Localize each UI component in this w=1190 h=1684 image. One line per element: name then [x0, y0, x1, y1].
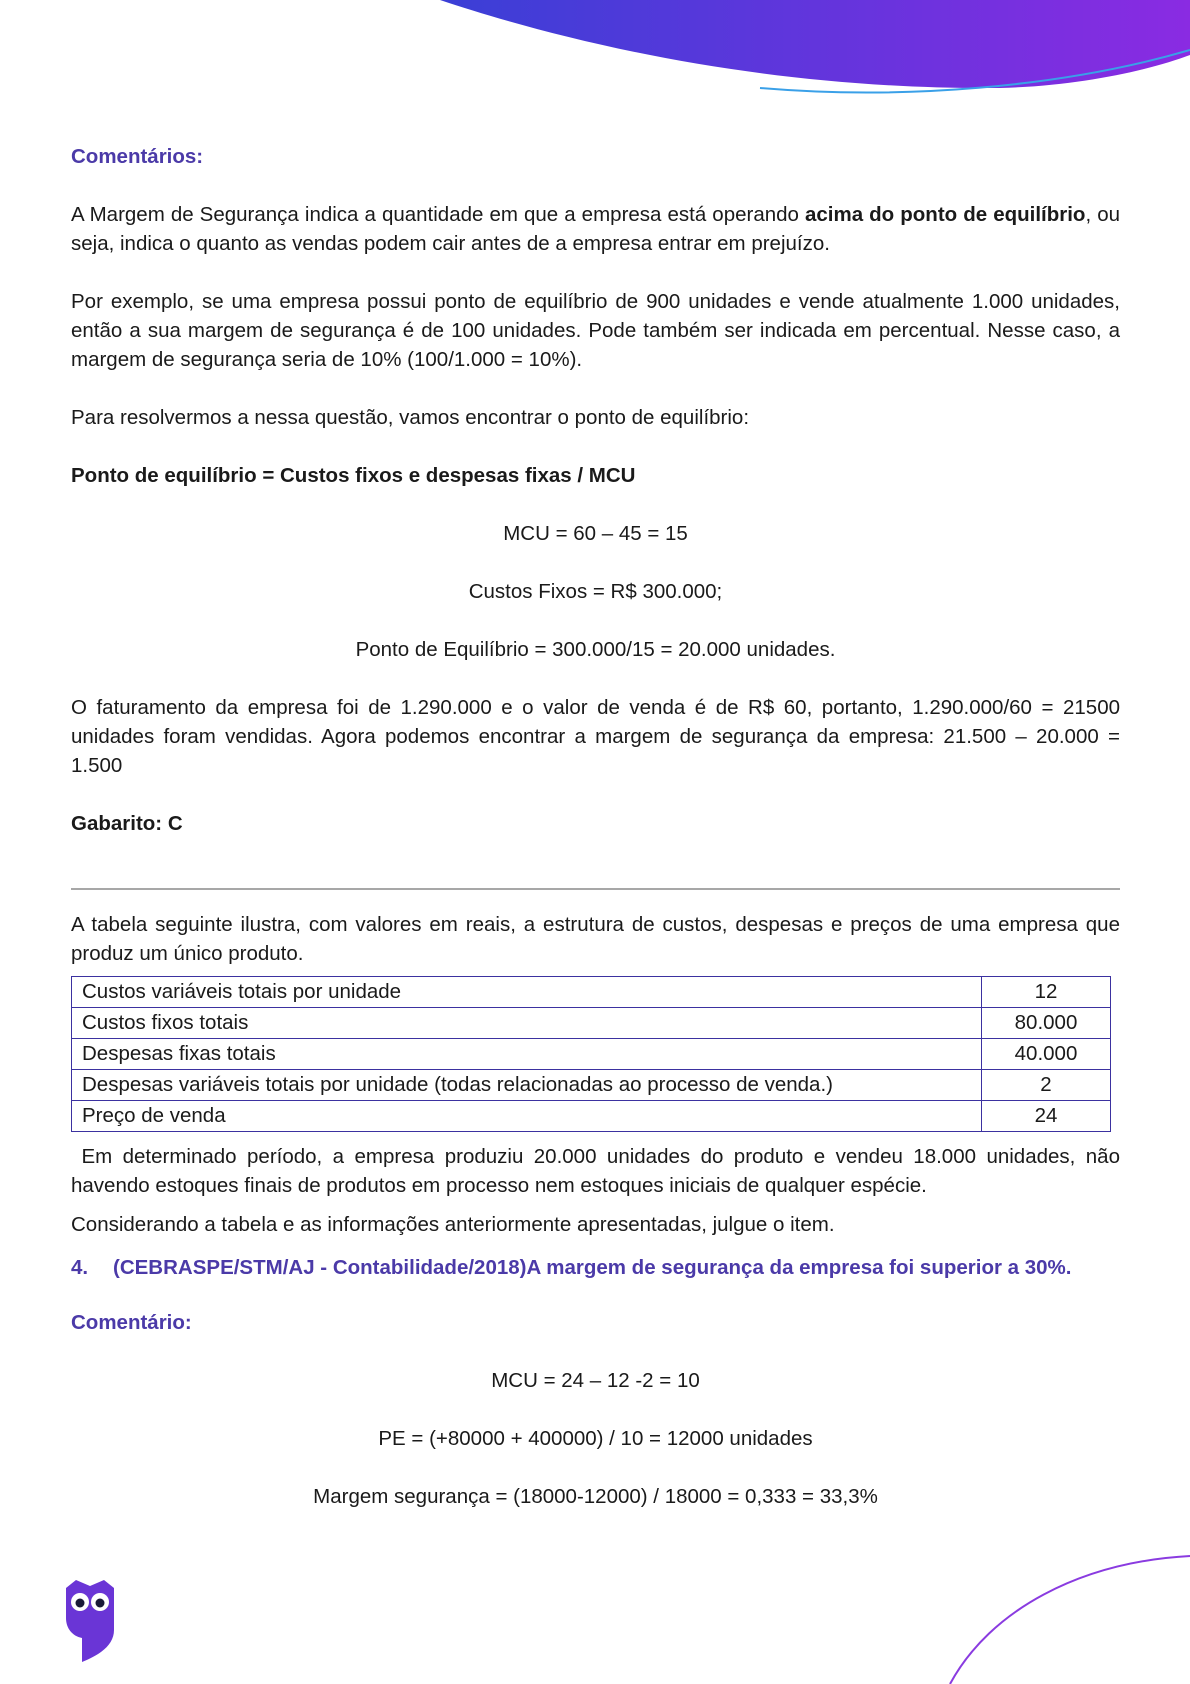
- cost-structure-table: [71, 976, 1111, 1132]
- owl-logo-icon: [62, 1578, 118, 1662]
- bold-text-span: acima do ponto de equilíbrio: [804, 203, 1086, 226]
- equation-mcu: MCU = 60 – 45 = 15: [503, 522, 688, 545]
- table-row: [72, 1039, 1111, 1070]
- question-item: [71, 1253, 1120, 1282]
- text-span: , ou seja, indica o quanto as vendas podem cair antes de a empresa entrar em prejuízo.: [71, 203, 1121, 255]
- document-body: [71, 142, 1126, 1511]
- footer-curve-decoration: [0, 1550, 1190, 1684]
- table-cell-label: Despesas fixas totais: [72, 1039, 982, 1070]
- question-number: 4.: [71, 1256, 89, 1279]
- table-cell-value: 40.000: [982, 1039, 1111, 1070]
- table-cell-label: Custos fixos totais: [72, 1008, 982, 1039]
- equation-pe: PE = (+80000 + 400000) / 10 = 12000 unidades: [378, 1427, 813, 1450]
- table-row: [72, 1101, 1111, 1132]
- paragraph-exemplo: Por exemplo, se uma empresa possui ponto de equilíbrio de 900 unidades e vende atualmente 1.000 unidades, então a sua margem de segurança é de 100 unidades. Pode também ser indicada em percentual. Nesse caso, a margem de segurança seria de 10% (100/1.000 = 10%).: [71, 290, 1120, 371]
- comentario-heading: Comentário:: [71, 1311, 192, 1334]
- table-row: [72, 977, 1111, 1008]
- table-cell-label: Custos variáveis totais por unidade: [72, 977, 982, 1008]
- formula-heading: Ponto de equilíbrio = Custos fixos e despesas fixas / MCU: [71, 464, 636, 487]
- question-text: (CEBRASPE/STM/AJ - Contabilidade/2018)A margem de segurança da empresa foi superior a 30%.: [113, 1256, 1072, 1279]
- table-cell-value: 12: [982, 977, 1111, 1008]
- table-cell-label: Despesas variáveis totais por unidade (todas relacionadas ao processo de venda.): [72, 1070, 982, 1101]
- equation-margem-seguranca: Margem segurança = (18000-12000) / 18000 = 0,333 = 33,3%: [313, 1485, 878, 1508]
- comentarios-heading: Comentários:: [71, 145, 204, 168]
- gabarito-answer: Gabarito: C: [71, 812, 183, 835]
- table-row: [72, 1008, 1111, 1039]
- table-cell-value: 80.000: [982, 1008, 1111, 1039]
- table-row: [72, 1070, 1111, 1101]
- equation-mcu-2: MCU = 24 – 12 -2 = 10: [491, 1369, 700, 1392]
- paragraph-julgue: Considerando a tabela e as informações anteriormente apresentadas, julgue o item.: [71, 1213, 835, 1236]
- header-wave-decoration: [0, 0, 1190, 110]
- paragraph-periodo: Em determinado período, a empresa produziu 20.000 unidades do produto e vendeu 18.000 unidades, não havendo estoques finais de produtos em processo nem estoques iniciais de qualquer espécie.: [71, 1145, 1126, 1197]
- paragraph-table-intro: A tabela seguinte ilustra, com valores em reais, a estrutura de custos, despesas e preços de uma empresa que produz um único produto.: [71, 913, 1120, 965]
- text-span: A Margem de Segurança indica a quantidade em que a empresa está operando: [71, 203, 805, 226]
- paragraph-resolucao: Para resolvermos a nessa questão, vamos encontrar o ponto de equilíbrio:: [71, 406, 750, 429]
- equation-ponto-equilibrio: Ponto de Equilíbrio = 300.000/15 = 20.000 unidades.: [355, 638, 836, 661]
- table-cell-value: 24: [982, 1101, 1111, 1132]
- section-divider: [71, 888, 1120, 890]
- paragraph-margem-definicao: [71, 200, 1120, 258]
- table-cell-value: 2: [982, 1070, 1111, 1101]
- equation-custos-fixos: Custos Fixos = R$ 300.000;: [468, 580, 723, 603]
- paragraph-faturamento: O faturamento da empresa foi de 1.290.000 e o valor de venda é de R$ 60, portanto, 1.290.000/60 = 21500 unidades foram vendidas. Agora podemos encontrar a margem de segurança da empresa: 21.500 – 20.000 = 1.500: [71, 696, 1120, 777]
- table-cell-label: Preço de venda: [72, 1101, 982, 1132]
